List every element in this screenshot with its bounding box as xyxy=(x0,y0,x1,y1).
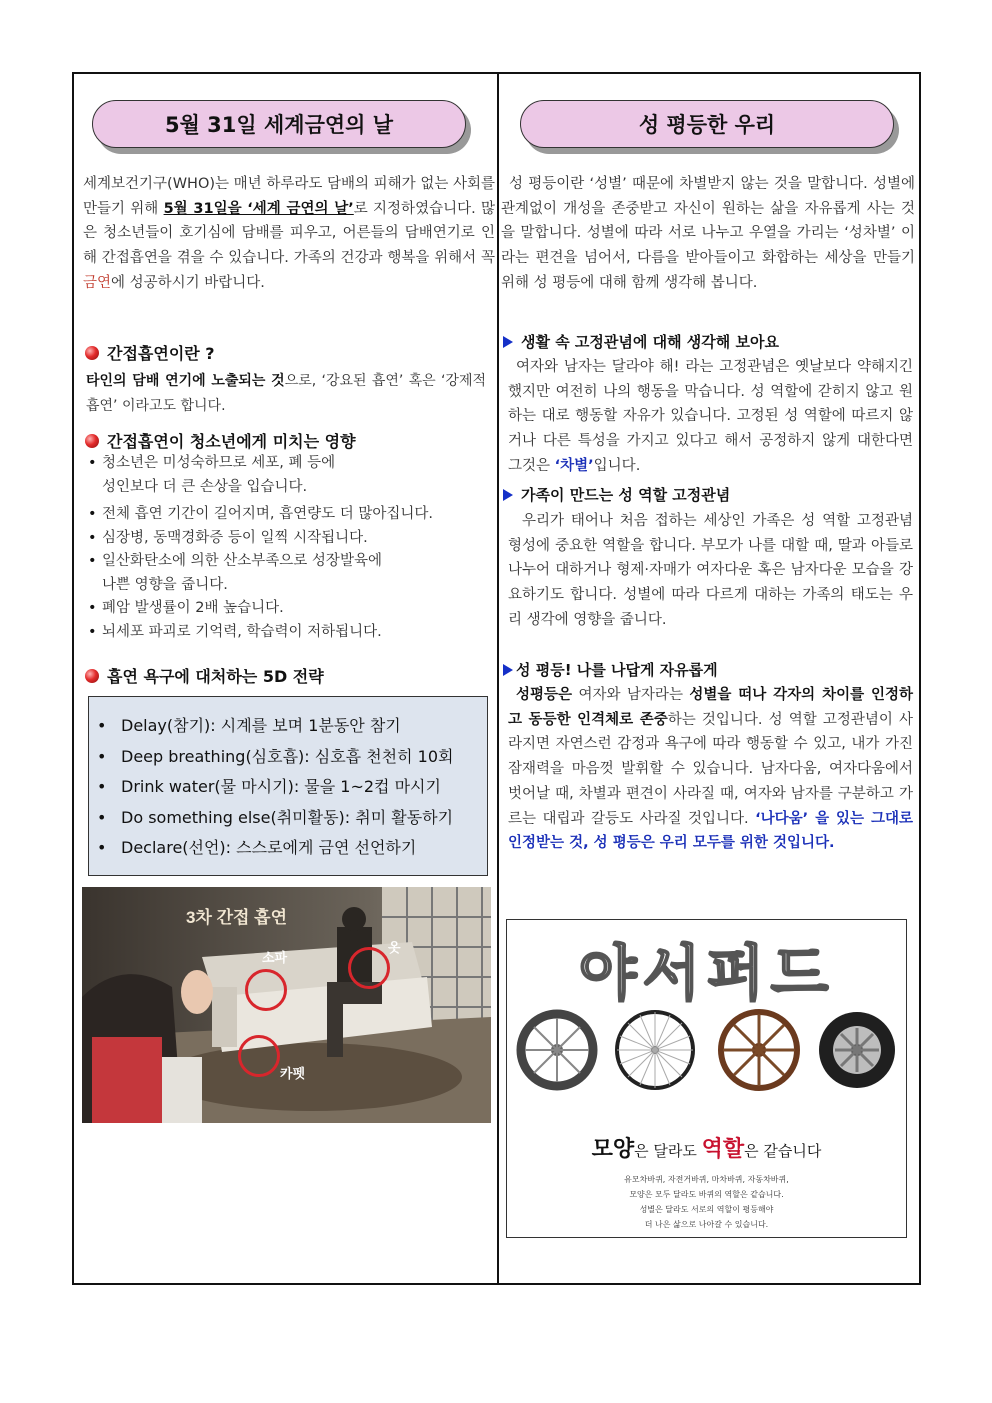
poster-big-title: 야서퍼드 xyxy=(578,939,835,1009)
effect-item-text: 일산화탄소에 의한 산소부족으로 성장발육에 xyxy=(102,553,382,569)
arrow-marker-icon xyxy=(503,336,513,348)
slogan-role: 역할 xyxy=(701,1137,745,1162)
slogan-shape: 모양 xyxy=(591,1137,635,1162)
arrow-marker-icon xyxy=(503,489,513,501)
section-heading-text: 성 평등! 나를 나답게 자유롭게 xyxy=(516,661,718,679)
poster-slogan xyxy=(507,1132,906,1163)
caption-line: 유모차바퀴, 자전거바퀴, 마차바퀴, 자동차바퀴, xyxy=(624,1175,789,1184)
left-title: 5월 31일 세계금연의 날 xyxy=(164,113,394,137)
left-title-banner xyxy=(92,100,466,148)
passive-smoking-definition xyxy=(86,369,486,418)
gender-equality-poster xyxy=(506,919,907,1238)
definition-bold: 타인의 담배 연기에 노출되는 것 xyxy=(86,373,285,389)
freedom-blue-conclusion: ‘나다움’ 을 있는 그대로 인정받는 것, 성 평등은 우리 모두를 위한 것입니다. xyxy=(508,810,913,852)
intro-text-1: 세계보건기구(WHO)는 매년 하루라도 담배의 피해가 없는 사회를 만들기 위해 xyxy=(83,176,495,217)
section-heading-text: 간접흡연이 청소년에게 미치는 영향 xyxy=(107,432,356,451)
definition-text: 으로, ‘강요된 흡연’ 혹은 ‘강제적 흡연’ 이라고도 합니다. xyxy=(86,373,487,414)
caption-line: 더 나은 삶으로 나아갈 수 있습니다. xyxy=(644,1220,769,1229)
list-item: • Declare(선언): 스스로에게 금연 선언하기 xyxy=(89,833,487,864)
right-title-banner xyxy=(520,100,894,148)
sofa-marker xyxy=(245,969,287,1011)
list-item xyxy=(88,452,488,499)
stereotype-body: 여자와 남자는 달라야 해! 라는 고정관념은 옛날보다 약해지긴 했지만 여전히 나의 행동을 막습니다. 성 역할에 갇히지 않고 원하는 대로 행동할 자유가 있습니다. 고정된 성 역할에 따르지 않거나 다른 특성을 가지고 있다고 해서 공정하지 않게 대한다면 그것은 xyxy=(508,359,913,474)
slogan-text-1: 은 달라도 xyxy=(634,1142,702,1160)
section-stereotype-heading xyxy=(503,331,779,352)
list-item xyxy=(88,621,488,645)
section-effects-heading xyxy=(85,429,356,452)
intro-text-2: 로 지정하였습니다. 많은 청소년들이 호기심에 담배를 피우고, 어른들의 담배연기로 인해 간접흡연을 겪을 수 있습니다. 가족의 건강과 행복을 위해서 꼭 xyxy=(83,200,495,267)
section-family-heading xyxy=(503,484,730,505)
effect-item-text: 청소년은 미성숙하므로 세포, 폐 등에 xyxy=(102,455,336,471)
caption-line: 성별은 달라도 서로의 역할이 평등해야 xyxy=(639,1205,774,1214)
list-item: • Do something else(취미활동): 취미 활동하기 xyxy=(89,803,487,834)
clothes-label: 옷 xyxy=(388,941,401,956)
intro-red-word: 금연 xyxy=(83,274,112,291)
clothes-marker xyxy=(348,947,390,989)
right-title: 성 평등한 우리 xyxy=(638,113,776,137)
stroller-wheel-icon xyxy=(521,1014,593,1086)
freedom-text-1: 여자와 남자라는 xyxy=(572,687,690,703)
section-heading-text: 간접흡연이란 ? xyxy=(107,344,215,363)
stereotype-text xyxy=(508,355,913,479)
bicycle-wheel-icon xyxy=(617,1012,693,1088)
5d-strategy-box xyxy=(88,696,488,876)
section-heading-text: 가족이 만드는 성 역할 고정관념 xyxy=(521,486,731,504)
red-ball-icon xyxy=(85,346,99,360)
list-item xyxy=(88,597,488,621)
intro-text-3: 에 성공하시기 바랍니다. xyxy=(111,274,265,291)
freedom-text xyxy=(508,683,913,856)
list-item: • Delay(참기): 시계를 보며 1분동안 참기 xyxy=(89,711,487,742)
red-ball-icon xyxy=(85,669,99,683)
section-freedom-heading xyxy=(503,659,718,680)
freedom-bold-2: 성별을 떠나 각자의 차이를 인정하고 동등한 인격체로 존중 xyxy=(508,687,913,728)
third-hand-smoke-illustration xyxy=(82,887,491,1123)
effect-item-continuation: 나쁜 영향을 줍니다. xyxy=(102,576,228,593)
section-5d-heading xyxy=(85,664,324,687)
effect-item-text: 뇌세포 파괴로 기억력, 학습력이 저하됩니다. xyxy=(102,623,382,640)
list-item xyxy=(88,503,488,527)
intro-highlight: 5월 31일을 ‘세계 금연의 날’ xyxy=(163,200,354,217)
effects-list xyxy=(88,452,488,644)
stereotype-end: 입니다. xyxy=(593,457,641,474)
sofa-label: 소파 xyxy=(262,951,288,966)
list-item: • Drink water(물 마시기): 물을 1~2컵 마시기 xyxy=(89,772,487,803)
effect-item-text: 폐암 발생률이 2배 높습니다. xyxy=(102,600,284,616)
column-divider xyxy=(497,72,499,1285)
arrow-marker-icon xyxy=(503,664,513,676)
section-passive-smoking-heading xyxy=(85,341,215,364)
poster-caption xyxy=(507,1172,906,1232)
wagon-wheel-icon xyxy=(721,1012,797,1088)
carpet-marker xyxy=(238,1035,280,1077)
effect-item-continuation: 성인보다 더 큰 손상을 입습니다. xyxy=(102,478,308,495)
left-intro xyxy=(83,172,495,296)
list-item: • Deep breathing(심호흡): 심호흡 천천히 10회 xyxy=(89,742,487,773)
effect-item-text: 심장병, 동맥경화증 등이 일찍 시작됩니다. xyxy=(102,529,368,546)
effect-item-text: 전체 흡연 기간이 길어지며, 흡연량도 더 많아집니다. xyxy=(102,506,434,522)
list-item xyxy=(88,527,488,551)
caption-line: 모양은 모두 달라도 바퀴의 역할은 같습니다. xyxy=(629,1190,784,1199)
right-intro: 성 평등이란 ‘성별’ 때문에 차별받지 않는 것을 말합니다. 성별에 관계없이 개성을 존중받고 자신이 원하는 삶을 자유롭게 사는 것을 말합니다. 성별에 따라 서로 나누고 우열을 가리는 ‘성차별’ 이라는 편견을 넘어서, 다름을 받아들이고 화합하는 세상을 만들기 위해 성 평등에 대해 함께 생각해 봅니다. xyxy=(501,176,915,291)
slogan-text-2: 은 같습니다 xyxy=(744,1142,822,1160)
freedom-bold-1: 성평등은 xyxy=(516,687,573,703)
family-text: 우리가 태어나 처음 접하는 세상인 가족은 성 역할 고정관념 형성에 중요한 역할을 합니다. 부모가 나를 대할 때, 딸과 아들로 나누어 대하거나 형제·자매가 여자다운 혹은 남자다운 모습을 강요하기도 합니다. 성별에 따라 다르게 대하는 가족의 태도는 우리 생각에 영향을 줍니다. xyxy=(508,513,913,628)
carpet-label: 카펫 xyxy=(280,1067,306,1082)
list-item xyxy=(88,550,488,597)
red-ball-icon xyxy=(85,434,99,448)
car-wheel-icon xyxy=(819,1012,895,1088)
section-heading-text: 생활 속 고정관념에 대해 생각해 보아요 xyxy=(521,333,779,351)
illustration-title: 3차 간접 흡연 xyxy=(186,908,288,927)
discrimination-word: ‘차별’ xyxy=(554,457,594,474)
section-heading-text: 흡연 욕구에 대처하는 5D 전략 xyxy=(107,667,324,686)
wheels-illustration xyxy=(507,1000,906,1110)
freedom-text-2: 하는 것입니다. 성 역할 고정관념이 사라지면 자연스런 감정과 욕구에 따라 행동할 수 있고, 내가 가진 잠재력을 마음껏 발휘할 수 있습니다. 남자다움, 여자다움에서 벗어날 때, 차별과 편견이 사라질 때, 여자와 남자를 구분하고 가르는 대립과 갈등도 사라질 것입니다. xyxy=(508,711,914,827)
